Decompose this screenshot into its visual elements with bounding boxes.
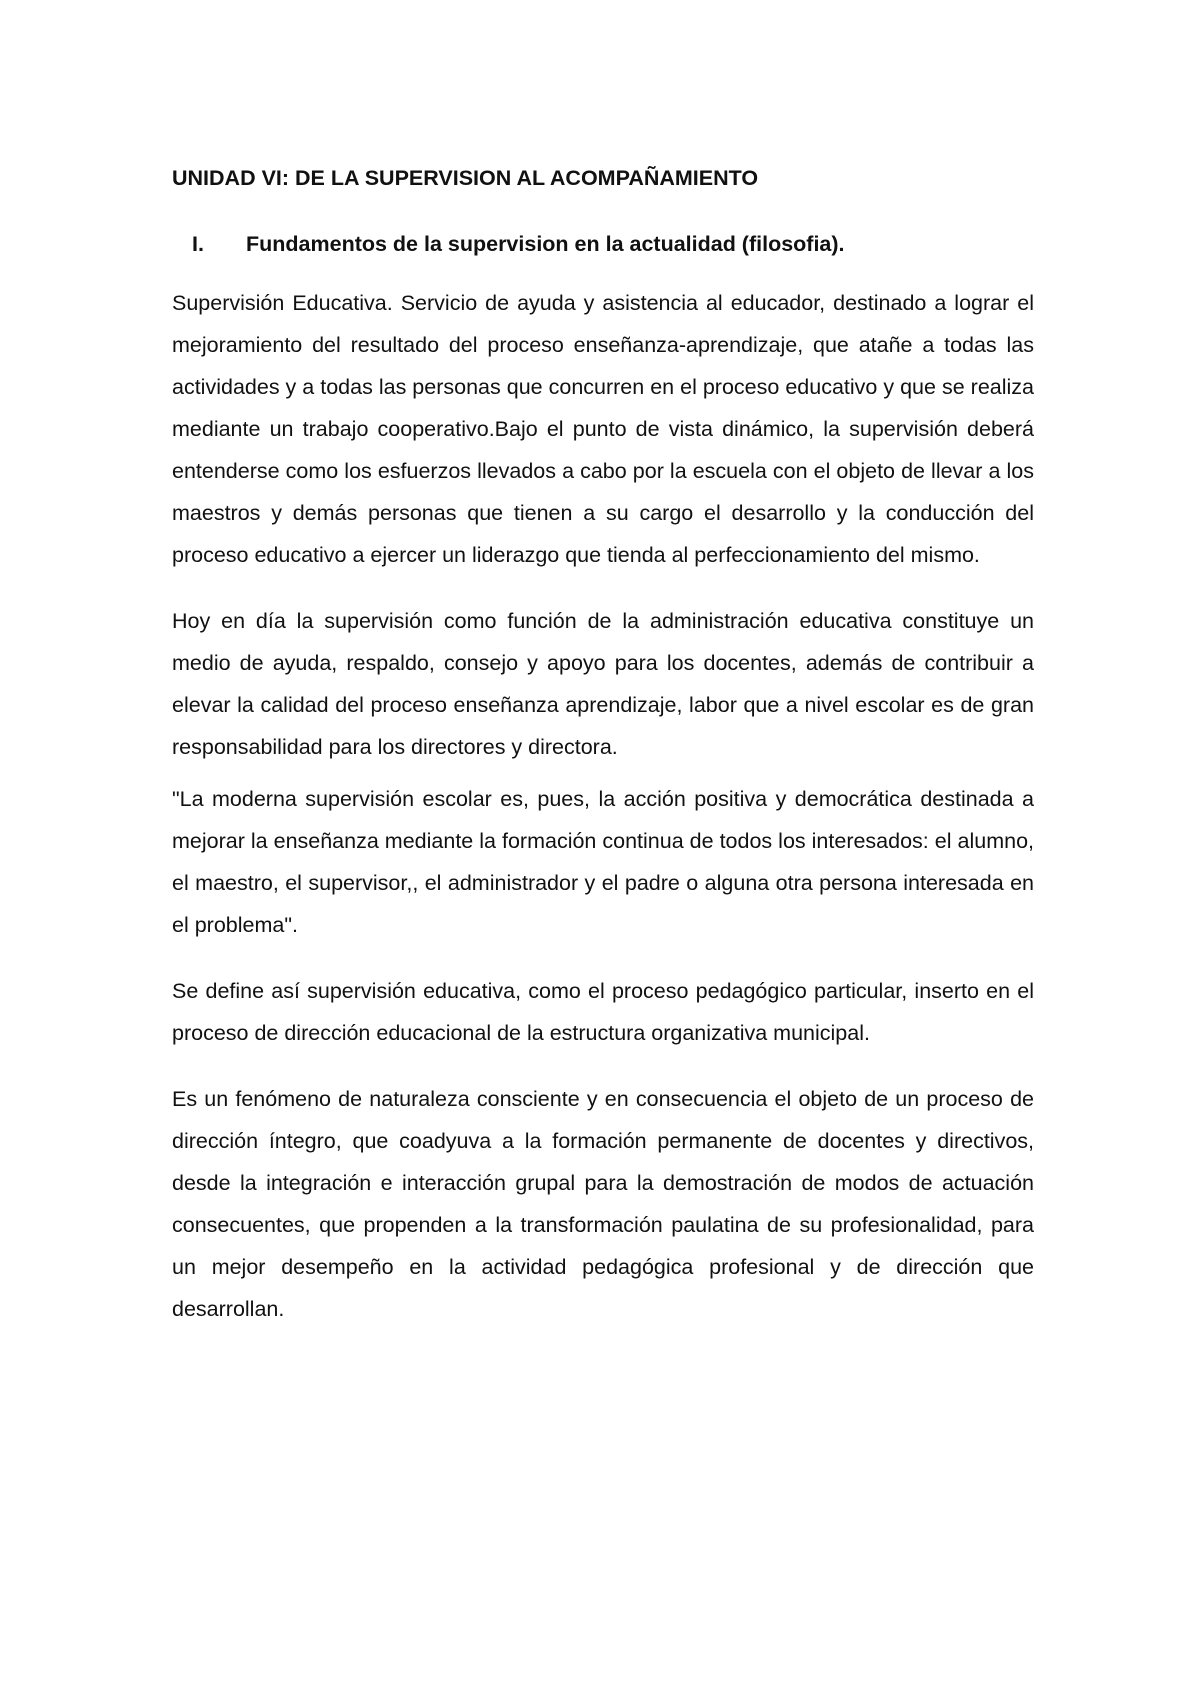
section-heading <box>172 226 1034 262</box>
paragraph-quote: "La moderna supervisión escolar es, pues, la acción positiva y democrática destinada a mejorar la enseñanza mediante la formación continua de todos los interesados: el alumno, el maestro, el supervisor,, el administrador y el padre o alguna otra persona interesada en el problema". <box>172 787 1034 937</box>
document-page <box>172 160 1034 1354</box>
paragraph-today: Hoy en día la supervisión como función de la administración educativa constituye un medio de ayuda, respaldo, consejo y apoyo para los docentes, además de contribuir a elevar la calidad del proceso enseñanza aprendizaje, labor que a nivel escolar es de gran responsabilidad para los directores y directora. <box>172 609 1034 759</box>
paragraph-definition: Supervisión Educativa. Servicio de ayuda y asistencia al educador, destinado a lograr el mejoramiento del resultado del proceso enseñanza-aprendizaje, que atañe a todas las actividades y a todas las personas que concurren en el proceso educativo y que se realiza mediante un trabajo cooperativo.Bajo el punto de vista dinámico, la supervisión deberá entenderse como los esfuerzos llevados a cabo por la escuela con el objeto de llevar a los maestros y demás personas que tienen a su cargo el desarrollo y la conducción del proceso educativo a ejercer un liderazgo que tienda al perfeccionamiento del mismo. <box>172 291 1034 567</box>
section-number: I. <box>192 232 204 256</box>
paragraph-phenomenon: Es un fenómeno de naturaleza consciente y en consecuencia el objeto de un proceso de dirección íntegro, que coadyuva a la formación permanente de docentes y directivos, desde la integración e interacción grupal para la demostración de modos de actuación consecuentes, que propenden a la transformación paulatina de su profesionalidad, para un mejor desempeño en la actividad pedagógica profesional y de dirección que desarrollan. <box>172 1087 1034 1321</box>
unit-title: UNIDAD VI: DE LA SUPERVISION AL ACOMPAÑAMIENTO <box>172 166 759 190</box>
section-title: Fundamentos de la supervision en la actualidad (filosofia). <box>246 232 845 256</box>
paragraph-define: Se define así supervisión educativa, como el proceso pedagógico particular, inserto en el proceso de dirección educacional de la estructura organizativa municipal. <box>172 979 1034 1045</box>
